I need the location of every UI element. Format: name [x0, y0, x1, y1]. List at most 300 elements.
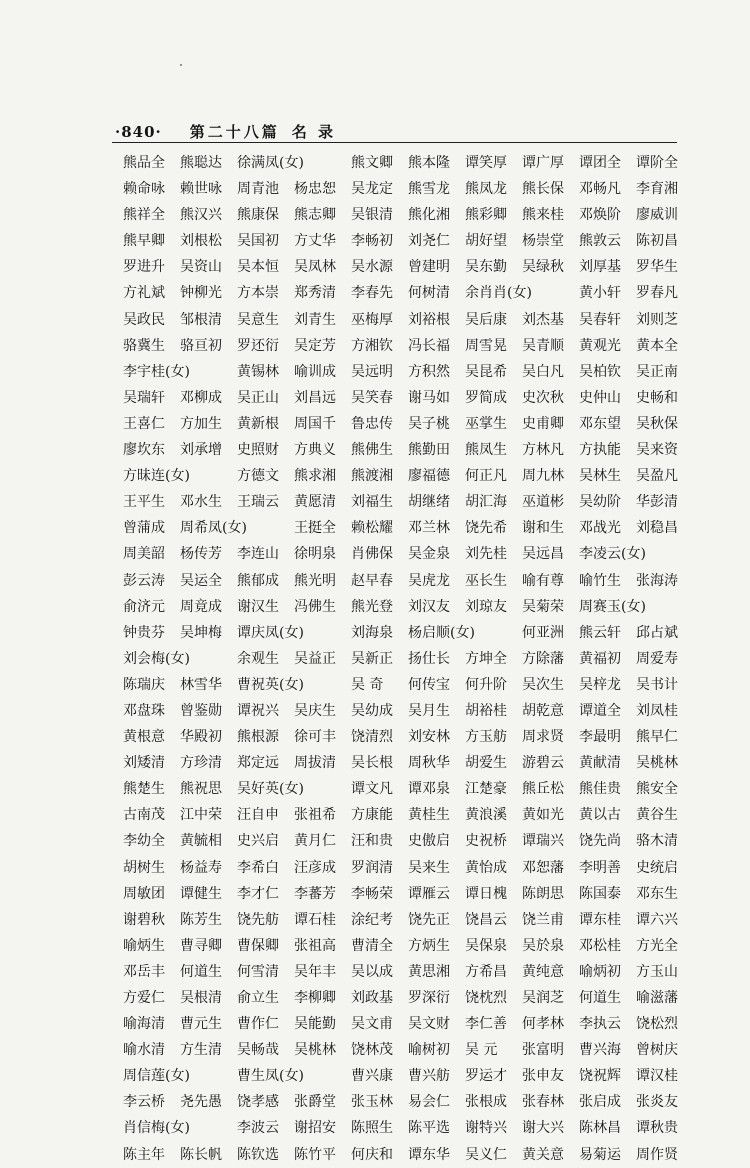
name-entry: 华殿初 — [180, 729, 222, 746]
name-entry: 彭云涛 — [123, 572, 165, 589]
name-entry: 肖信梅(女) — [123, 1120, 190, 1137]
name-entry: 吴本恒 — [237, 259, 279, 276]
name-entry: 陈瑞庆 — [123, 676, 165, 693]
name-entry: 黄桂生 — [408, 807, 450, 824]
name-entry: 李明善 — [579, 859, 621, 876]
name-entry: 吴远明 — [351, 363, 393, 380]
page-header — [115, 121, 336, 142]
name-entry: 谭道全 — [579, 702, 621, 719]
name-entry: 方执能 — [579, 442, 621, 459]
name-entry: 李凌云(女) — [579, 546, 646, 563]
name-entry: 饶林茂 — [351, 1042, 393, 1059]
name-entry: 方丈华 — [294, 233, 336, 250]
name-entry: 吴幼阶 — [579, 494, 621, 511]
name-entry: 徐满凤(女) — [237, 155, 304, 171]
name-entry: 饶先正 — [408, 911, 450, 928]
name-entry: 陈平选 — [408, 1120, 450, 1137]
name-entry: 刘昌远 — [294, 389, 336, 406]
name-entry: 曹保卿 — [237, 937, 279, 954]
name-entry: 史畅和 — [636, 389, 678, 406]
name-entry: 周青池 — [237, 181, 279, 198]
name-entry: 吴银清 — [351, 207, 393, 224]
name-entry: 汪彦成 — [294, 859, 336, 876]
name-entry: 熊早卿 — [123, 233, 165, 250]
name-row — [123, 750, 683, 776]
name-entry: 饶松烈 — [636, 1016, 678, 1033]
name-entry: 熊彩卿 — [465, 207, 507, 224]
name-entry: 黄月仁 — [294, 833, 336, 850]
name-entry: 江楚豪 — [465, 781, 507, 798]
name-entry: 熊凤龙 — [465, 181, 507, 198]
name-entry: 方康能 — [351, 807, 393, 824]
name-entry: 张富明 — [522, 1042, 564, 1059]
name-entry: 史傲启 — [408, 833, 450, 850]
name-entry: 邓恕藩 — [522, 859, 564, 876]
name-entry: 廖坎东 — [123, 442, 165, 459]
name-entry: 熊安全 — [636, 781, 678, 798]
name-entry: 张根成 — [465, 1094, 507, 1111]
name-entry: 易会仁 — [408, 1094, 450, 1111]
name-entry: 刘海泉 — [351, 624, 393, 641]
name-entry: 周美韶 — [123, 546, 165, 563]
name-entry: 吴好英(女) — [237, 781, 304, 798]
name-entry: 史次秋 — [522, 389, 564, 406]
name-row — [123, 176, 683, 202]
name-entry: 周赛玉(女) — [579, 598, 646, 615]
name-row — [123, 202, 683, 228]
page-number: ·840· — [115, 123, 162, 141]
name-entry: 邓兰林 — [408, 520, 450, 537]
name-entry: 吴义仁 — [465, 1146, 507, 1163]
name-entry: 饶先希 — [465, 520, 507, 537]
name-entry: 方坤全 — [465, 650, 507, 667]
name-entry: 吴庆生 — [294, 702, 336, 719]
name-entry: 吴昆希 — [465, 363, 507, 380]
name-entry: 吴定芳 — [294, 337, 336, 354]
name-entry: 谭秋贵 — [636, 1120, 678, 1137]
name-entry: 王喜仁 — [123, 415, 165, 432]
name-entry: 胡树生 — [123, 859, 165, 876]
name-entry: 胡爱生 — [465, 755, 507, 772]
name-entry: 刘政基 — [351, 990, 393, 1006]
name-entry: 何亚洲 — [522, 624, 564, 641]
name-entry: 李柳卿 — [294, 990, 336, 1006]
name-entry: 陈林昌 — [579, 1120, 621, 1137]
name-entry: 刘矮清 — [123, 755, 165, 772]
name-entry: 谢和生 — [522, 520, 564, 537]
name-entry: 俞立生 — [237, 990, 279, 1006]
name-entry: 赖松耀 — [351, 520, 393, 537]
name-row — [123, 985, 683, 1011]
name-entry: 周求贤 — [522, 729, 564, 746]
header-rule — [112, 142, 677, 143]
name-entry: 骆亘初 — [180, 337, 222, 354]
name-entry: 吴资山 — [180, 259, 222, 276]
name-entry: 谭祝兴 — [237, 702, 279, 719]
name-entry: 张祖希 — [294, 807, 336, 824]
name-entry: 罗还衍 — [237, 337, 279, 354]
name-entry: 刘福生 — [351, 494, 393, 511]
name-entry: 李希白 — [237, 859, 279, 876]
name-entry: 方积然 — [408, 363, 450, 380]
name-entry: 李畅初 — [351, 233, 393, 250]
name-entry: 黄小轩 — [579, 285, 621, 302]
name-entry: 周爱寿 — [636, 650, 678, 667]
name-row — [123, 150, 683, 176]
name-entry: 曾树庆 — [636, 1042, 678, 1059]
name-entry: 周敏团 — [123, 885, 165, 902]
name-row — [123, 463, 683, 489]
name-entry: 邓水生 — [180, 494, 222, 511]
name-row — [123, 437, 683, 463]
name-entry: 吴文甫 — [351, 1016, 393, 1033]
name-entry: 吴润芝 — [522, 990, 564, 1006]
name-entry: 史统启 — [636, 859, 678, 876]
name-entry: 刘承增 — [180, 442, 222, 459]
name-entry: 黄观光 — [579, 337, 621, 354]
name-entry: 郑秀清 — [294, 285, 336, 302]
name-entry: 曹兴康 — [351, 1068, 393, 1085]
name-entry: 巫长生 — [465, 572, 507, 589]
name-entry: 熊雪龙 — [408, 181, 450, 198]
name-entry: 刘汉友 — [408, 598, 450, 615]
name-entry: 熊本隆 — [408, 155, 450, 171]
name-entry: 何树清 — [408, 285, 450, 302]
name-entry: 曾建明 — [408, 259, 450, 276]
name-entry: 吴年丰 — [294, 963, 336, 980]
name-entry: 吴桃林 — [636, 755, 678, 772]
name-entry: 吴龙定 — [351, 181, 393, 198]
name-entry: 李仁善 — [465, 1016, 507, 1033]
name-entry: 邓盘珠 — [123, 702, 165, 719]
name-entry: 熊云轩 — [579, 624, 621, 641]
name-entry: 方本崇 — [237, 285, 279, 302]
name-entry: 骆冀生 — [123, 337, 165, 354]
name-entry: 喻海清 — [123, 1016, 165, 1033]
name-entry: 胡继绪 — [408, 494, 450, 511]
name-entry: 饶先舫 — [237, 911, 279, 928]
name-entry: 邱占斌 — [636, 624, 678, 641]
name-entry: 吴长根 — [351, 755, 393, 772]
name-entry: 黄关意 — [522, 1146, 564, 1163]
name-entry: 余肖肖(女) — [465, 285, 532, 302]
name-entry: 方玉山 — [636, 963, 678, 980]
name-entry: 饶先尚 — [579, 833, 621, 850]
name-entry: 喻竹生 — [579, 572, 621, 589]
name-entry: 熊光明 — [294, 572, 336, 589]
name-entry: 吴运全 — [180, 572, 222, 589]
name-entry: 赵早春 — [351, 572, 393, 589]
name-row — [123, 307, 683, 333]
name-entry: 杨益寿 — [180, 859, 222, 876]
name-row — [123, 672, 683, 698]
name-entry: 方林凡 — [522, 442, 564, 459]
name-entry: 谢招安 — [294, 1120, 336, 1137]
name-entry: 吴笑春 — [351, 389, 393, 406]
name-entry: 吴春轩 — [579, 311, 621, 328]
name-entry: 李波云 — [237, 1120, 279, 1137]
name-entry: 罗进升 — [123, 259, 165, 276]
name-entry: 吴於泉 — [522, 937, 564, 954]
name-row — [123, 907, 683, 933]
name-entry: 吴月生 — [408, 702, 450, 719]
name-entry: 巫掌生 — [465, 415, 507, 432]
name-entry: 杨启顺(女) — [408, 624, 475, 641]
name-entry: 黄浪溪 — [465, 807, 507, 824]
name-entry: 何孝林 — [522, 1016, 564, 1033]
name-entry: 谭庆凤(女) — [237, 624, 304, 641]
name-entry: 钟贵芬 — [123, 624, 165, 641]
name-entry: 吴文财 — [408, 1016, 450, 1033]
name-row — [123, 620, 683, 646]
name-entry: 吴绿秋 — [522, 259, 564, 276]
name-entry: 熊丘松 — [522, 781, 564, 798]
name-row — [123, 541, 683, 567]
name-entry: 谭文凡 — [351, 781, 393, 798]
name-entry: 赖命咏 — [123, 181, 165, 198]
name-entry: 熊求湘 — [294, 468, 336, 485]
name-entry: 邹根清 — [180, 311, 222, 328]
name-entry: 罗华生 — [636, 259, 678, 276]
name-entry: 吴来生 — [408, 859, 450, 876]
name-entry: 吴 奇 — [351, 676, 384, 693]
name-row — [123, 333, 683, 359]
name-list — [123, 150, 683, 1168]
name-entry: 熊郁成 — [237, 572, 279, 589]
name-entry: 吴政民 — [123, 311, 165, 328]
name-entry: 黄愿清 — [294, 494, 336, 511]
name-entry: 何升阶 — [465, 676, 507, 693]
name-entry: 方昧连(女) — [123, 468, 190, 485]
name-entry: 谭阶全 — [636, 155, 678, 171]
name-entry: 刘裕根 — [408, 311, 450, 328]
name-entry: 周秋华 — [408, 755, 450, 772]
scan-speck — [180, 64, 182, 66]
name-entry: 谢大兴 — [522, 1120, 564, 1137]
name-entry: 方炳生 — [408, 937, 450, 954]
name-entry: 曹清全 — [351, 937, 393, 954]
name-entry: 黄谷生 — [636, 807, 678, 824]
name-entry: 冯长福 — [408, 337, 450, 354]
name-entry: 王挺全 — [294, 520, 336, 537]
name-entry: 熊渡湘 — [351, 468, 393, 485]
name-entry: 黄怡成 — [465, 859, 507, 876]
name-entry: 罗春凡 — [636, 285, 678, 302]
name-entry: 曾蒲成 — [123, 520, 165, 537]
name-entry: 吴柏钦 — [579, 363, 621, 380]
name-row — [123, 881, 683, 907]
name-entry: 熊康保 — [237, 207, 279, 224]
name-entry: 吴后康 — [465, 311, 507, 328]
name-entry: 方湘钦 — [351, 337, 393, 354]
name-entry: 吴凤林 — [294, 259, 336, 276]
name-entry: 熊化湘 — [408, 207, 450, 224]
name-entry: 邓柳成 — [180, 389, 222, 406]
name-entry: 熊敦云 — [579, 233, 621, 250]
name-entry: 易菊运 — [579, 1146, 621, 1163]
name-entry: 黄思湘 — [408, 963, 450, 980]
name-entry: 胡乾意 — [522, 702, 564, 719]
name-entry: 谭汉桂 — [636, 1068, 678, 1085]
name-entry: 熊祝思 — [180, 781, 222, 798]
name-entry: 李连山 — [237, 546, 279, 563]
name-entry: 方光全 — [636, 937, 678, 954]
name-entry: 刘青生 — [294, 311, 336, 328]
name-entry: 方加生 — [180, 415, 222, 432]
name-entry: 何正凡 — [465, 468, 507, 485]
name-entry: 吴盈凡 — [636, 468, 678, 485]
name-row — [123, 385, 683, 411]
name-row — [123, 359, 683, 385]
name-entry: 方礼斌 — [123, 285, 165, 302]
name-entry: 吴新正 — [351, 650, 393, 667]
name-entry: 古南茂 — [123, 807, 165, 824]
name-row — [123, 933, 683, 959]
name-entry: 黄纯意 — [522, 963, 564, 980]
name-entry: 饶枕烈 — [465, 990, 507, 1006]
name-entry: 曹寻卿 — [180, 937, 222, 954]
name-entry: 吴林生 — [579, 468, 621, 485]
name-entry: 曹兴舫 — [408, 1068, 450, 1085]
name-entry: 饶昌云 — [465, 911, 507, 928]
name-row — [123, 411, 683, 437]
name-entry: 吴瑞轩 — [123, 389, 165, 406]
name-row — [123, 646, 683, 672]
name-row — [123, 1063, 683, 1089]
name-entry: 张春林 — [522, 1094, 564, 1111]
name-entry: 刘杰基 — [522, 311, 564, 328]
name-row — [123, 515, 683, 541]
name-entry: 李才仁 — [237, 885, 279, 902]
name-entry: 吴能勤 — [294, 1016, 336, 1033]
name-entry: 李畅荣 — [351, 885, 393, 902]
name-entry: 何雪清 — [237, 963, 279, 980]
name-entry: 何道生 — [579, 990, 621, 1006]
name-entry: 尧先愚 — [180, 1094, 222, 1111]
name-row — [123, 254, 683, 280]
name-entry: 邓松桂 — [579, 937, 621, 954]
name-entry: 吴梓龙 — [579, 676, 621, 693]
name-entry: 汪自申 — [237, 807, 279, 824]
name-row — [123, 776, 683, 802]
name-entry: 扬仕长 — [408, 650, 450, 667]
name-entry: 黄新根 — [237, 415, 279, 432]
name-entry: 李云桥 — [123, 1094, 165, 1111]
name-entry: 吴国初 — [237, 233, 279, 250]
name-entry: 李最明 — [579, 729, 621, 746]
page-title: 名 录 — [291, 123, 337, 141]
name-entry: 方希昌 — [465, 963, 507, 980]
name-entry: 史祝桥 — [465, 833, 507, 850]
name-entry: 鲁忠传 — [351, 415, 393, 432]
name-entry: 吴以成 — [351, 963, 393, 980]
name-entry: 熊楚生 — [123, 781, 165, 798]
name-entry: 吴 元 — [465, 1042, 498, 1059]
name-entry: 刘根松 — [180, 233, 222, 250]
name-entry: 曹祝英(女) — [237, 676, 304, 693]
name-entry: 熊聪达 — [180, 155, 222, 171]
name-row — [123, 489, 683, 515]
name-entry: 谭笑厚 — [465, 155, 507, 171]
name-entry: 徐明泉 — [294, 546, 336, 563]
name-entry: 曹作仁 — [237, 1016, 279, 1033]
name-entry: 熊凤生 — [465, 442, 507, 459]
name-entry: 方爱仁 — [123, 990, 165, 1006]
name-entry: 赖世咏 — [180, 181, 222, 198]
name-entry: 张祖高 — [294, 937, 336, 954]
name-entry: 陈照生 — [351, 1120, 393, 1137]
name-entry: 罗深衍 — [408, 990, 450, 1006]
name-entry: 陈钦选 — [237, 1146, 279, 1163]
name-entry: 黄锡林 — [237, 363, 279, 380]
name-entry: 吴远昌 — [522, 546, 564, 563]
name-entry: 钟柳光 — [180, 285, 222, 302]
name-entry: 方德文 — [237, 468, 279, 485]
name-entry: 喻有尊 — [522, 572, 564, 589]
name-entry: 巫梅厚 — [351, 311, 393, 328]
name-entry: 吴子桃 — [408, 415, 450, 432]
name-entry: 黄毓相 — [180, 833, 222, 850]
name-entry: 周国千 — [294, 415, 336, 432]
name-row — [123, 568, 683, 594]
name-entry: 曹元生 — [180, 1016, 222, 1033]
name-entry: 张启成 — [579, 1094, 621, 1111]
name-entry: 喻炳生 — [123, 937, 165, 954]
name-entry: 谭东华 — [408, 1146, 450, 1163]
name-entry: 谭瑞兴 — [522, 833, 564, 850]
name-entry: 谭日槐 — [465, 885, 507, 902]
name-entry: 吴菊荣 — [522, 598, 564, 615]
name-entry: 吴次生 — [522, 676, 564, 693]
name-entry: 罗简成 — [465, 389, 507, 406]
name-entry: 李育湘 — [636, 181, 678, 198]
name-entry: 陈朗思 — [522, 885, 564, 902]
name-entry: 何传宝 — [408, 676, 450, 693]
name-entry: 张海涛 — [636, 572, 678, 589]
name-entry: 周雪晃 — [465, 337, 507, 354]
name-row — [123, 959, 683, 985]
name-entry: 喻树初 — [408, 1042, 450, 1059]
name-entry: 陈初昌 — [636, 233, 678, 250]
name-entry: 黄福初 — [579, 650, 621, 667]
name-entry: 史甫卿 — [522, 415, 564, 432]
name-entry: 刘琼友 — [465, 598, 507, 615]
name-entry: 曹生凤(女) — [237, 1068, 304, 1085]
name-entry: 刘会梅(女) — [123, 650, 190, 667]
name-entry: 汪和贵 — [351, 833, 393, 850]
name-row — [123, 855, 683, 881]
name-entry: 吴来资 — [636, 442, 678, 459]
name-entry: 周九林 — [522, 468, 564, 485]
name-entry: 黄如光 — [522, 807, 564, 824]
name-entry: 饶兰甫 — [522, 911, 564, 928]
name-entry: 方珍清 — [180, 755, 222, 772]
name-entry: 李宇桂(女) — [123, 363, 190, 380]
section-label: 第二十八篇 — [189, 123, 280, 141]
name-entry: 李执云 — [579, 1016, 621, 1033]
name-row — [123, 802, 683, 828]
name-entry: 陈主年 — [123, 1146, 165, 1163]
name-entry: 谭团全 — [579, 155, 621, 171]
name-entry: 熊祥全 — [123, 207, 165, 224]
name-entry: 涂纪考 — [351, 911, 393, 928]
name-entry: 黄以古 — [579, 807, 621, 824]
name-entry: 熊长保 — [522, 181, 564, 198]
name-entry: 方典义 — [294, 442, 336, 459]
name-entry: 史仲山 — [579, 389, 621, 406]
name-entry: 谢特兴 — [465, 1120, 507, 1137]
name-entry: 史照财 — [237, 442, 279, 459]
